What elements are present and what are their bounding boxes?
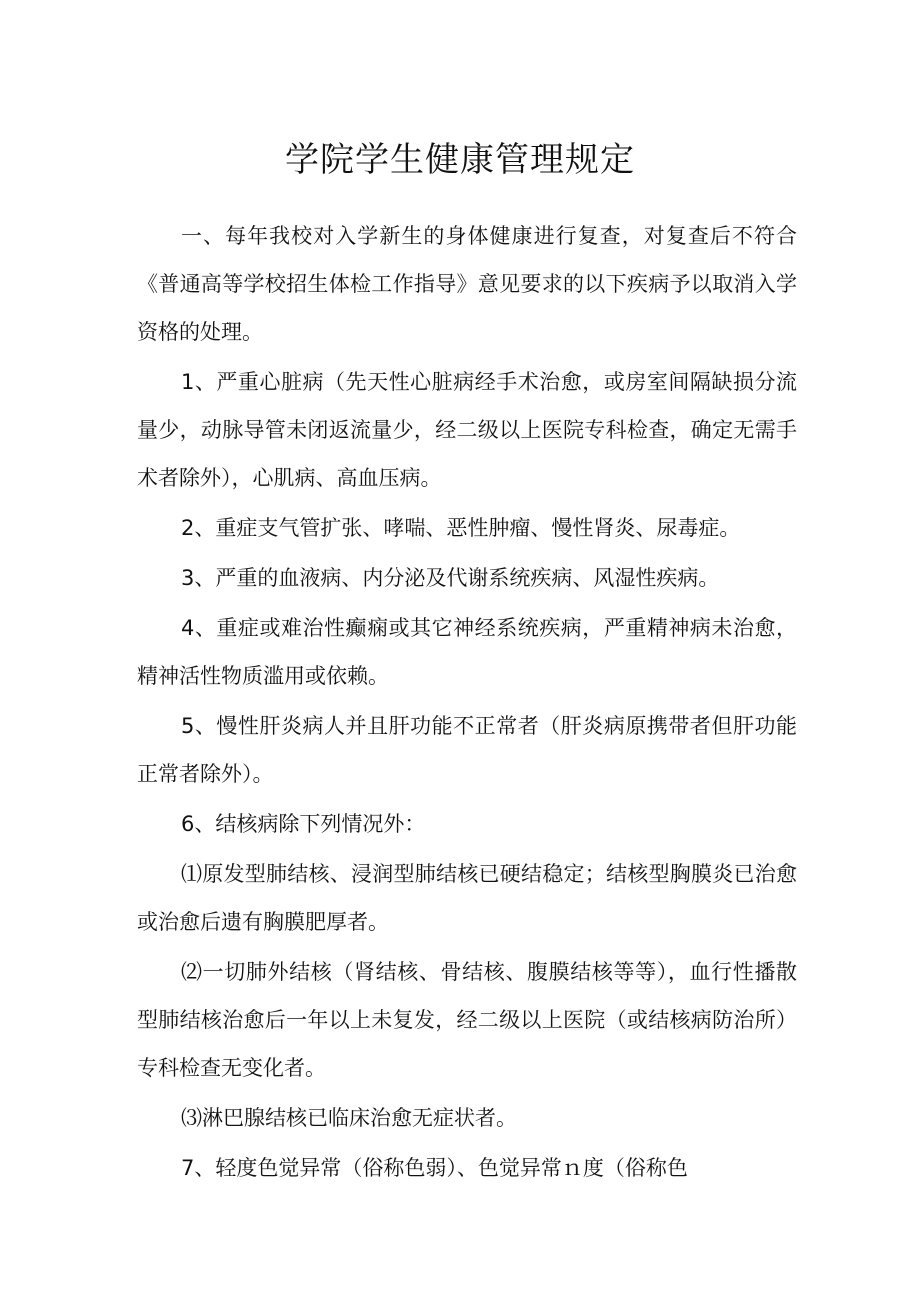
paragraph-subitem-1: ⑴原发型肺结核、浸润型肺结核已硬结稳定；结核型胸膜炎已治愈或治愈后遗有胸膜肥厚者。: [137, 862, 797, 934]
paragraph-item-7: 7、轻度色觉异常（俗称色弱）、色觉异常ｎ度（俗称色: [181, 1156, 688, 1180]
paragraph-item-4: 4、重症或难治性癫痫或其它神经系统疾病，严重精神病未治愈，精神活性物质滥用或依赖。: [137, 616, 797, 688]
paragraph-item-6: 6、结核病除下列情况外：: [181, 812, 426, 836]
paragraph-item-5: 5、慢性肝炎病人并且肝功能不正常者（肝炎病原携带者但肝功能正常者除外）。: [137, 714, 797, 786]
paragraph-item-1: 1、严重心脏病（先天性心脏病经手术治愈，或房室间隔缺损分流量少，动脉导管未闭返流量少，经二级以上医院专科检查，确定无需手术者除外），心肌病、高血压病。: [137, 370, 797, 490]
paragraph-item-3: 3、严重的血液病、内分泌及代谢系统疾病、风湿性疾病。: [181, 566, 720, 590]
paragraph-subitem-3: ⑶淋巴腺结核已临床治愈无症状者。: [181, 1106, 517, 1130]
paragraph-intro: 一、每年我校对入学新生的身体健康进行复查，对复查后不符合《普通高等学校招生体检工作指导》意见要求的以下疾病予以取消入学资格的处理。: [137, 224, 797, 344]
paragraph-item-2: 2、重症支气管扩张、哮喘、恶性肿瘤、慢性肾炎、尿毒症。: [181, 516, 741, 540]
document-body: [137, 212, 797, 1192]
document-title: 学院学生健康管理规定: [285, 140, 635, 180]
paragraph-subitem-2: ⑵一切肺外结核（肾结核、骨结核、腹膜结核等等），血行性播散型肺结核治愈后一年以上未复发，经二级以上医院（或结核病防治所）专科检查无变化者。: [137, 960, 797, 1080]
